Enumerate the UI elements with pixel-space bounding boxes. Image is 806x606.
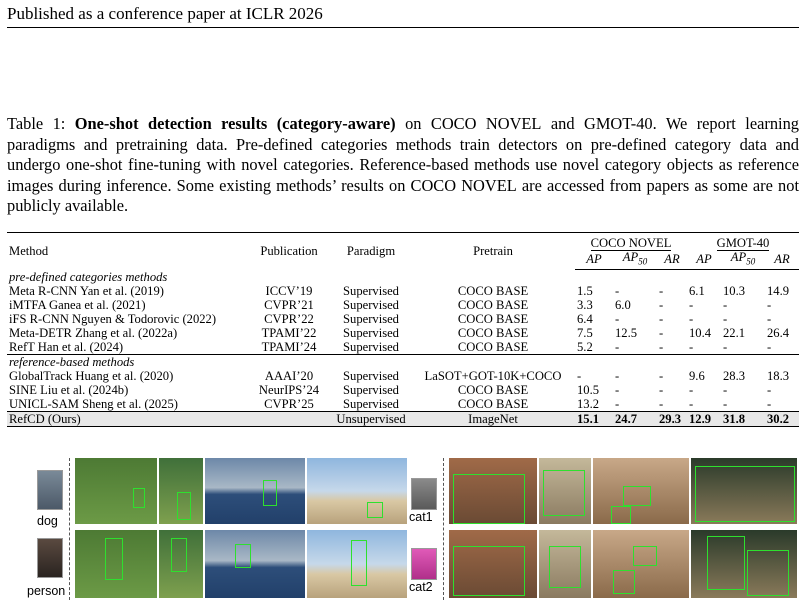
table-cell: - xyxy=(723,382,728,397)
table-cell: - xyxy=(767,339,772,354)
table-cell: - xyxy=(723,297,728,312)
metric-ap: AP xyxy=(687,250,721,269)
table-cell: 7.5 xyxy=(577,325,593,340)
table-cell: TPAMI’22 xyxy=(261,325,317,340)
table-cell: - xyxy=(615,368,620,383)
col-paradigm: Paradigm xyxy=(331,233,411,270)
table-cell: - xyxy=(659,311,664,326)
table-cell: - xyxy=(689,297,694,312)
table-cell: - xyxy=(689,382,694,397)
table-body xyxy=(7,269,799,426)
method-cell: iFS R-CNN Nguyen & Todorovic (2022) xyxy=(9,311,217,326)
table-cell: - xyxy=(659,283,664,298)
table-cell: - xyxy=(689,311,694,326)
col-pretrain: Pretrain xyxy=(411,233,575,270)
reference-label: cat2 xyxy=(409,580,433,594)
method-cell: Meta R-CNN Yan et al. (2019) xyxy=(9,283,164,298)
table-cell: - xyxy=(767,311,772,326)
reference-label: dog xyxy=(37,514,58,528)
reference-dog-image xyxy=(37,470,63,510)
result-image xyxy=(593,530,689,598)
section-title: reference-based methods xyxy=(7,354,799,369)
table-cell: - xyxy=(659,368,664,383)
table-cell: - xyxy=(615,396,620,411)
table-cell: - xyxy=(723,396,728,411)
results-table xyxy=(7,232,799,427)
table-cell: Supervised xyxy=(343,283,399,298)
table-cell: 3.3 xyxy=(577,297,593,312)
table-cell: - xyxy=(723,311,728,326)
table-row xyxy=(7,312,799,326)
result-image xyxy=(449,530,537,598)
table-cell: ImageNet xyxy=(411,411,575,426)
table-cell: - xyxy=(659,382,664,397)
table-cell: Supervised xyxy=(343,325,399,340)
result-image xyxy=(449,458,537,524)
result-image xyxy=(593,458,689,524)
method-cell: iMTFA Ganea et al. (2021) xyxy=(9,297,146,312)
method-cell: Meta-DETR Zhang et al. (2022a) xyxy=(9,325,178,340)
table-cell: 18.3 xyxy=(767,368,790,383)
result-image xyxy=(205,530,305,598)
table-cell: - xyxy=(659,339,664,354)
dashed-separator xyxy=(443,458,444,600)
result-image xyxy=(205,458,305,524)
table-cell: - xyxy=(767,297,772,312)
table-cell: 31.8 xyxy=(721,411,765,426)
table-cell: COCO BASE xyxy=(457,311,529,326)
table-cell: Supervised xyxy=(343,297,399,312)
table-cell: 10.4 xyxy=(689,325,712,340)
table-cell: COCO BASE xyxy=(457,297,529,312)
result-image xyxy=(307,458,407,524)
metric-ap: AP xyxy=(575,250,613,269)
method-cell: SINE Liu et al. (2024b) xyxy=(9,382,129,397)
table-cell: 9.6 xyxy=(689,368,705,383)
table-cell: 5.2 xyxy=(577,339,593,354)
table-cell: 12.9 xyxy=(687,411,721,426)
result-image xyxy=(539,530,591,598)
table-row xyxy=(7,383,799,397)
reference-label: person xyxy=(27,584,66,598)
reference-cat1-image xyxy=(411,478,437,510)
table-cell: 12.5 xyxy=(615,325,638,340)
reference-cat2-image xyxy=(411,548,437,580)
ours-row xyxy=(7,411,799,426)
result-image xyxy=(307,530,407,598)
table-cell: 1.5 xyxy=(577,283,593,298)
method-cell: RefCD (Ours) xyxy=(7,411,247,426)
table-cell: 13.2 xyxy=(577,396,600,411)
page-header: Published as a conference paper at ICLR 2026 xyxy=(7,4,323,23)
table-cell: 29.3 xyxy=(657,411,687,426)
table-cell: CVPR’22 xyxy=(264,311,314,326)
method-cell: RefT Han et al. (2024) xyxy=(9,339,124,354)
table-cell: 28.3 xyxy=(723,368,746,383)
table-cell: 6.4 xyxy=(577,311,593,326)
table-cell: - xyxy=(659,297,664,312)
table-cell: NeurIPS’24 xyxy=(258,382,320,397)
table-cell: 24.7 xyxy=(613,411,657,426)
table-row xyxy=(7,298,799,312)
result-image xyxy=(159,530,203,598)
table-row xyxy=(7,397,799,412)
metric-ap50: $AP_{50}$ xyxy=(721,250,765,269)
table-cell: Unsupervised xyxy=(331,411,411,426)
result-image xyxy=(539,458,591,524)
table-cell: 15.1 xyxy=(575,411,613,426)
table-cell: - xyxy=(615,311,620,326)
table-cell: - xyxy=(767,396,772,411)
table-cell: COCO BASE xyxy=(457,396,529,411)
table-cell: Supervised xyxy=(343,396,399,411)
table-cell: 30.2 xyxy=(765,411,799,426)
table-row xyxy=(7,340,799,355)
table-cell: 22.1 xyxy=(723,325,746,340)
metric-ap50: $AP_{50}$ xyxy=(613,250,657,269)
metric-ar: AR xyxy=(657,250,687,269)
table-cell: 14.9 xyxy=(767,283,790,298)
table-cell: - xyxy=(615,382,620,397)
table-cell xyxy=(247,411,331,426)
method-cell: GlobalTrack Huang et al. (2020) xyxy=(9,368,174,383)
table-cell: CVPR’21 xyxy=(264,297,314,312)
result-image xyxy=(159,458,203,524)
table-cell: Supervised xyxy=(343,382,399,397)
section-title: pre-defined categories methods xyxy=(9,269,168,284)
table-cell: COCO BASE xyxy=(457,339,529,354)
reference-person-image xyxy=(37,538,63,578)
table-cell: AAAI’20 xyxy=(264,368,314,383)
table-cell: TPAMI’24 xyxy=(261,339,317,354)
table-row xyxy=(7,284,799,298)
table-cell: Supervised xyxy=(343,368,399,383)
method-cell: UNICL-SAM Sheng et al. (2025) xyxy=(9,396,178,411)
section-header xyxy=(7,269,799,284)
table-row xyxy=(7,369,799,383)
table-cell: Supervised xyxy=(343,339,399,354)
reference-label: cat1 xyxy=(409,510,433,524)
table-cell: - xyxy=(689,339,694,354)
table-cell: LaSOT+GOT-10K+COCO xyxy=(424,368,562,383)
result-image xyxy=(75,458,157,524)
table-cell: - xyxy=(659,325,664,340)
table-cell: ICCV’19 xyxy=(265,283,313,298)
col-publication: Publication xyxy=(247,233,331,270)
table-cell: - xyxy=(689,396,694,411)
table-cell: Supervised xyxy=(343,311,399,326)
metric-ar: AR xyxy=(765,250,799,269)
section-header xyxy=(7,354,799,369)
dashed-separator xyxy=(69,458,70,600)
table-cell: COCO BASE xyxy=(457,325,529,340)
result-image xyxy=(691,458,797,524)
table-row xyxy=(7,326,799,340)
table-cell: COCO BASE xyxy=(457,382,529,397)
table-cell: - xyxy=(659,396,664,411)
qualitative-figure xyxy=(7,456,799,602)
table-cell: CVPR’25 xyxy=(264,396,314,411)
table-cell: COCO BASE xyxy=(457,283,529,298)
result-image xyxy=(691,530,797,598)
col-coco-novel: COCO NOVEL xyxy=(575,233,687,251)
table-cell: 10.3 xyxy=(723,283,746,298)
table-cell: - xyxy=(767,382,772,397)
result-image xyxy=(75,530,157,598)
table-caption: Table 1: One-shot detection results (category-aware) on COCO NOVEL and GMOT-40. We report learning paradigms and pretraining data. Pre-defined categories methods train detectors on pre-defined category data and undergo one-shot fine-tuning with novel categories. Reference-based methods use novel category objects as reference images during inference. Some existing methods’ results on COCO NOVEL are accessed from papers as some are not publicly available. xyxy=(7,114,799,215)
col-gmot40: GMOT-40 xyxy=(687,233,799,251)
table-cell: 6.1 xyxy=(689,283,705,298)
table-cell: 6.0 xyxy=(615,297,631,312)
table-cell: - xyxy=(615,339,620,354)
table-cell: 10.5 xyxy=(577,382,600,397)
table-cell: - xyxy=(577,368,582,383)
table-cell: 26.4 xyxy=(767,325,790,340)
table-cell: - xyxy=(615,283,620,298)
table-cell: - xyxy=(723,339,728,354)
col-method: Method xyxy=(7,233,247,270)
header-rule xyxy=(7,27,799,28)
